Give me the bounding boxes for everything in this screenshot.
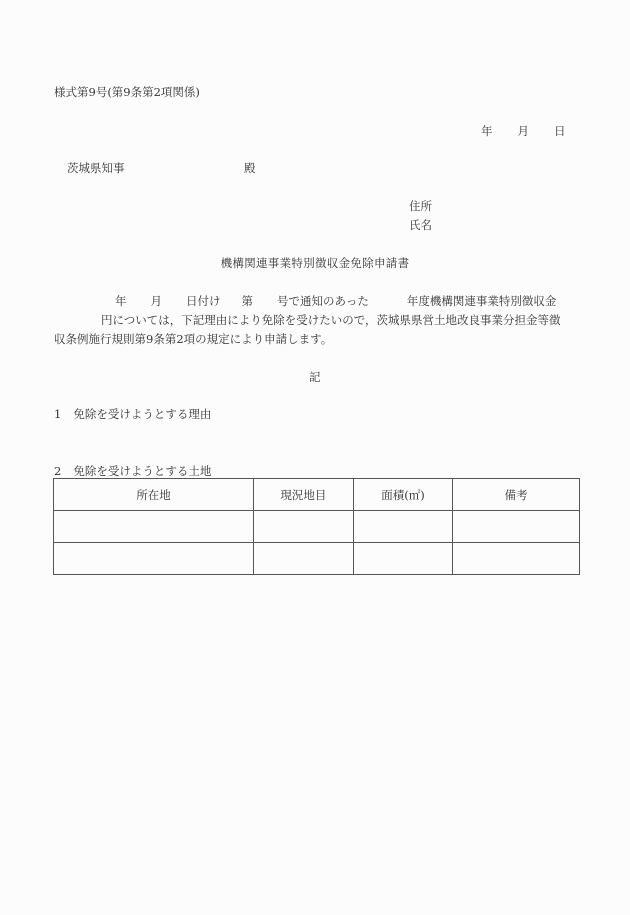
address-label: 住所 [409, 199, 432, 213]
name-label: 氏名 [409, 218, 432, 232]
body-line-2 [54, 312, 561, 328]
section-number: 1 [54, 407, 62, 421]
date-line [481, 123, 566, 139]
table-row [54, 511, 580, 543]
date-year: 年 [481, 124, 493, 138]
land-table [53, 478, 580, 575]
section-number: 2 [54, 464, 62, 478]
header-area: 面積(㎡) [353, 479, 453, 511]
cell-area[interactable] [353, 543, 453, 575]
honorific: 殿 [244, 161, 256, 175]
notice-day-dated: 日付け [186, 294, 221, 308]
notice-dai: 第 [241, 294, 253, 308]
notice-year: 年 [115, 294, 127, 308]
date-day: 日 [554, 124, 566, 138]
yen-text: 円については，下記理由により免除を受けたいので，茨城県県営土地改良事業分担金等徴 [101, 313, 561, 327]
body-line-3: 収条例施行規則第9条第2項の規定により申請します。 [54, 332, 333, 346]
notice-text: 号で通知のあった [277, 294, 369, 308]
cell-location[interactable] [54, 543, 254, 575]
fiscal-year-text: 年度機構関連事業特別徴収金 [406, 294, 557, 308]
cell-area[interactable] [353, 511, 453, 543]
ki-heading: 記 [309, 370, 321, 384]
section-label: 免除を受けようとする理由 [73, 407, 212, 421]
cell-location[interactable] [54, 511, 254, 543]
cell-land-category[interactable] [254, 511, 354, 543]
table-row [54, 543, 580, 575]
section-1-heading [54, 406, 211, 422]
date-month: 月 [517, 124, 529, 138]
header-location: 所在地 [54, 479, 254, 511]
section-label: 免除を受けようとする土地 [73, 464, 212, 478]
cell-remarks[interactable] [453, 511, 580, 543]
cell-remarks[interactable] [453, 543, 580, 575]
notice-month: 月 [150, 294, 162, 308]
cell-land-category[interactable] [254, 543, 354, 575]
header-remarks: 備考 [453, 479, 580, 511]
body-line-1 [54, 293, 556, 309]
addressee: 茨城県知事 [67, 161, 125, 175]
header-land-category: 現況地目 [254, 479, 354, 511]
form-number: 様式第9号(第9条第2項関係) [54, 85, 200, 99]
table-header-row [54, 479, 580, 511]
document-title: 機構関連事業特別徴収金免除申請書 [220, 256, 410, 270]
section-2-heading [54, 463, 211, 479]
